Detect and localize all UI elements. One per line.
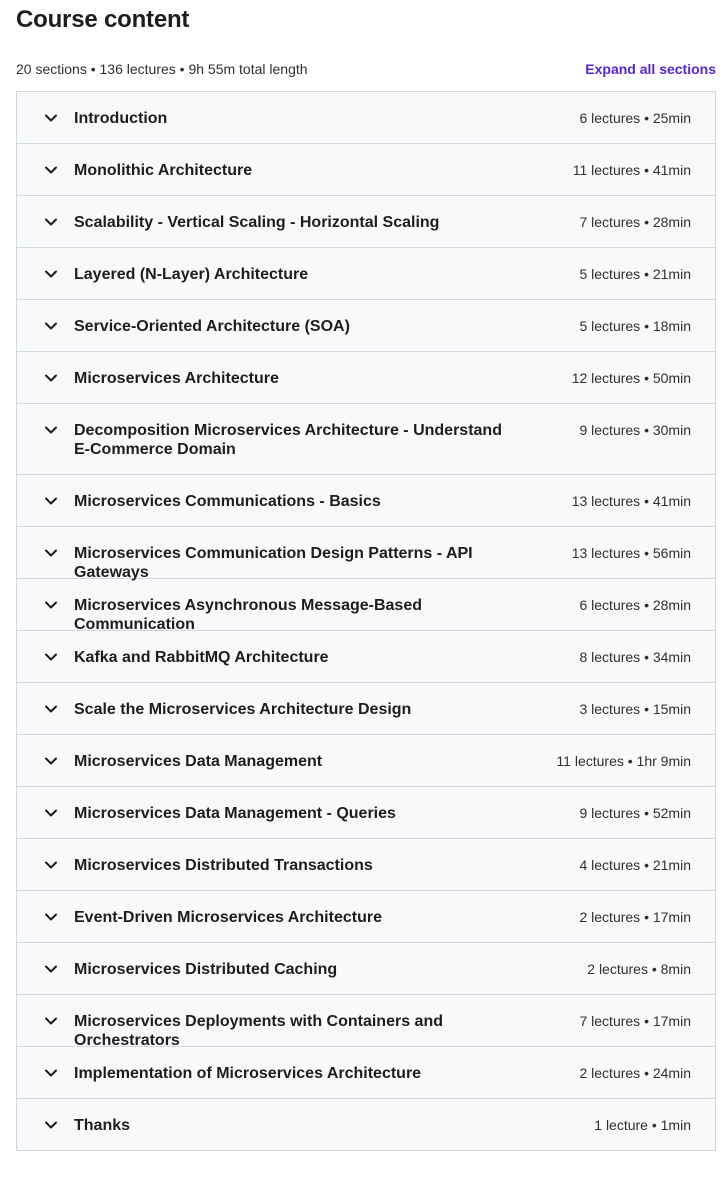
chevron-down-icon bbox=[41, 909, 61, 925]
section-row[interactable] bbox=[17, 1047, 715, 1099]
section-row[interactable] bbox=[17, 196, 715, 248]
section-title: Microservices Architecture bbox=[74, 370, 279, 387]
chevron-down-icon bbox=[41, 1013, 61, 1029]
section-row[interactable] bbox=[17, 735, 715, 787]
section-row[interactable] bbox=[17, 995, 715, 1047]
section-lecture-count: 2 lectures • 17min bbox=[579, 909, 691, 925]
section-row[interactable] bbox=[17, 891, 715, 943]
section-lecture-count: 6 lectures • 25min bbox=[579, 110, 691, 126]
chevron-down-icon bbox=[41, 493, 61, 509]
section-row[interactable] bbox=[17, 579, 715, 631]
section-lecture-count: 4 lectures • 21min bbox=[579, 857, 691, 873]
section-title: Layered (N-Layer) Architecture bbox=[74, 266, 309, 283]
section-lecture-count: 2 lectures • 24min bbox=[579, 1065, 691, 1081]
section-list bbox=[16, 91, 716, 1151]
section-row[interactable] bbox=[17, 475, 715, 527]
chevron-down-icon bbox=[41, 701, 61, 717]
section-lecture-count: 5 lectures • 21min bbox=[579, 266, 691, 282]
chevron-down-icon bbox=[41, 961, 61, 977]
section-lecture-count: 12 lectures • 50min bbox=[571, 370, 691, 386]
section-row[interactable] bbox=[17, 144, 715, 196]
section-lecture-count: 7 lectures • 28min bbox=[579, 214, 691, 230]
section-lecture-count: 9 lectures • 30min bbox=[579, 422, 691, 438]
section-row[interactable] bbox=[17, 300, 715, 352]
section-lecture-count: 11 lectures • 41min bbox=[572, 162, 691, 178]
section-row[interactable] bbox=[17, 631, 715, 683]
section-title: Microservices Data Management - Queries bbox=[74, 805, 396, 822]
section-lecture-count: 11 lectures • 1hr 9min bbox=[556, 753, 691, 769]
section-title: Microservices Distributed Caching bbox=[74, 961, 338, 978]
section-lecture-count: 6 lectures • 28min bbox=[579, 597, 691, 613]
section-row[interactable] bbox=[17, 352, 715, 404]
section-row[interactable] bbox=[17, 248, 715, 300]
section-lecture-count: 3 lectures • 15min bbox=[579, 701, 691, 717]
section-lecture-count: 5 lectures • 18min bbox=[579, 318, 691, 334]
section-row[interactable] bbox=[17, 787, 715, 839]
section-row[interactable] bbox=[17, 839, 715, 891]
section-title: Service-Oriented Architecture (SOA) bbox=[74, 318, 350, 335]
chevron-down-icon bbox=[41, 266, 61, 282]
section-row[interactable] bbox=[17, 404, 715, 475]
course-summary-row bbox=[16, 61, 716, 77]
section-title: Kafka and RabbitMQ Architecture bbox=[74, 649, 329, 666]
chevron-down-icon bbox=[41, 110, 61, 126]
section-lecture-count: 13 lectures • 41min bbox=[571, 493, 691, 509]
section-row[interactable] bbox=[17, 943, 715, 995]
section-title: Implementation of Microservices Architecture bbox=[74, 1065, 422, 1082]
section-lecture-count: 1 lecture • 1min bbox=[594, 1117, 691, 1133]
section-title: Microservices Asynchronous Message-Based Communication bbox=[74, 597, 422, 633]
chevron-down-icon bbox=[41, 753, 61, 769]
section-title: Thanks bbox=[74, 1117, 131, 1134]
section-row[interactable] bbox=[17, 1099, 715, 1151]
section-title: Microservices Data Management bbox=[74, 753, 323, 770]
section-lecture-count: 9 lectures • 52min bbox=[579, 805, 691, 821]
chevron-down-icon bbox=[41, 214, 61, 230]
page-title: Course content bbox=[16, 6, 190, 33]
expand-all-sections-button[interactable]: Expand all sections bbox=[585, 61, 716, 77]
section-title: Monolithic Architecture bbox=[74, 162, 253, 179]
chevron-down-icon bbox=[41, 370, 61, 386]
chevron-down-icon bbox=[41, 162, 61, 178]
section-title: Microservices Distributed Transactions bbox=[74, 857, 373, 874]
section-lecture-count: 13 lectures • 56min bbox=[571, 545, 691, 561]
section-row[interactable] bbox=[17, 683, 715, 735]
section-title: Scalability - Vertical Scaling - Horizontal Scaling bbox=[74, 214, 440, 231]
section-lecture-count: 2 lectures • 8min bbox=[587, 961, 691, 977]
section-title: Event-Driven Microservices Architecture bbox=[74, 909, 382, 926]
chevron-down-icon bbox=[41, 1117, 61, 1133]
chevron-down-icon bbox=[41, 318, 61, 334]
chevron-down-icon bbox=[41, 597, 61, 613]
section-title: Decomposition Microservices Architecture - Understand E-Commerce Domain bbox=[74, 422, 502, 458]
chevron-down-icon bbox=[41, 545, 61, 561]
section-row[interactable] bbox=[17, 92, 715, 144]
chevron-down-icon bbox=[41, 805, 61, 821]
section-lecture-count: 7 lectures • 17min bbox=[579, 1013, 691, 1029]
section-title: Microservices Communications - Basics bbox=[74, 493, 381, 510]
section-title: Introduction bbox=[74, 110, 168, 127]
section-title: Scale the Microservices Architecture Design bbox=[74, 701, 412, 718]
section-row[interactable] bbox=[17, 527, 715, 579]
chevron-down-icon bbox=[41, 857, 61, 873]
course-summary: 20 sections • 136 lectures • 9h 55m total length bbox=[16, 61, 308, 77]
section-title: Microservices Communication Design Patterns - API Gateways bbox=[74, 545, 473, 581]
section-title: Microservices Deployments with Containers and Orchestrators bbox=[74, 1013, 443, 1049]
chevron-down-icon bbox=[41, 422, 61, 438]
section-lecture-count: 8 lectures • 34min bbox=[579, 649, 691, 665]
chevron-down-icon bbox=[41, 1065, 61, 1081]
chevron-down-icon bbox=[41, 649, 61, 665]
